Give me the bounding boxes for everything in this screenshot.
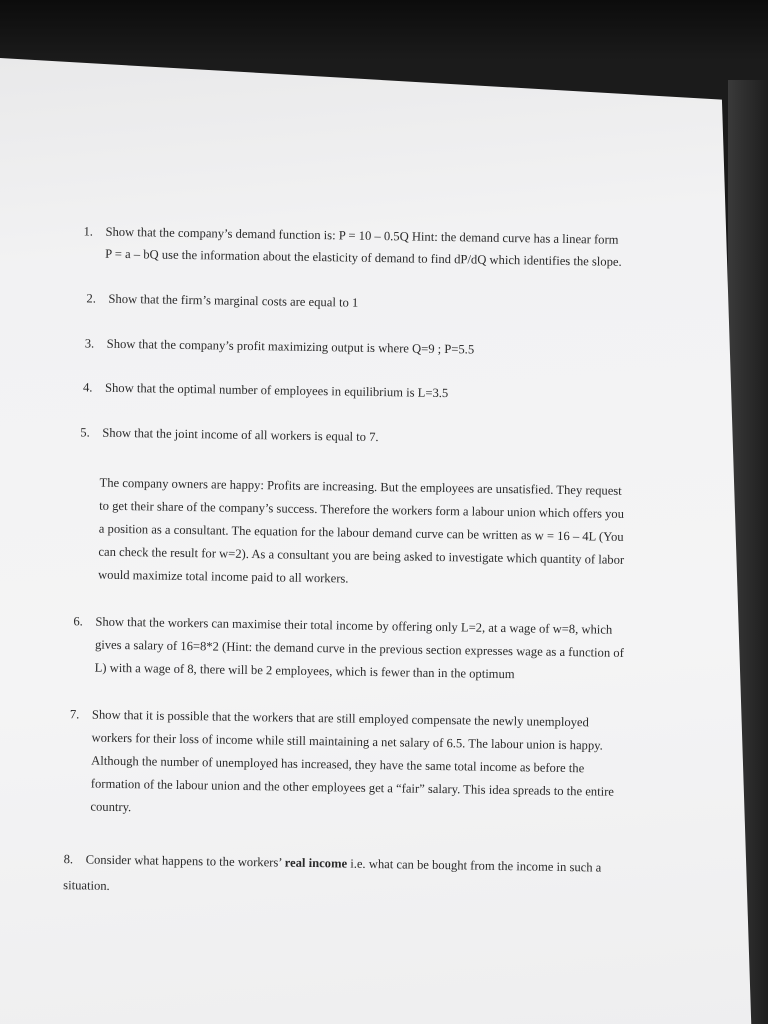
question-number: 4. xyxy=(82,380,93,395)
question-text-line: Show that the company’s profit maximizing output is where Q=9 ; P=5.5 xyxy=(106,336,475,357)
question-text-line: Show that the optimal number of employees in equilibrium is L=3.5 xyxy=(104,380,449,401)
question-6 xyxy=(73,612,674,685)
question-text-segment: i.e. what can be bought from the income in such a xyxy=(347,856,602,875)
question-2 xyxy=(86,289,686,316)
paragraph-line: a position as a consultant. The equation for the labour demand curve can be written as w = 16 – 4L (You xyxy=(98,521,624,544)
paragraph-line: to get their share of the company’s success. Therefore the workers form a labour union which offers you xyxy=(99,498,625,521)
question-text-line: Show that the joint income of all workers is equal to 7. xyxy=(102,425,379,445)
question-text-line: P = a – bQ use the information about the elasticity of demand to find dP/dQ which identifies the slope. xyxy=(105,246,622,269)
question-text-line: Show that the workers can maximise their total income by offering only L=2, at a wage of w=8, which xyxy=(95,614,613,637)
question-number: 5. xyxy=(80,425,90,440)
question-number: 8. xyxy=(63,852,74,867)
paragraph-line: The company owners are happy: Profits are increasing. But the employees are unsatisfied. They request xyxy=(99,475,622,498)
scenario-paragraph xyxy=(98,474,680,593)
question-text-line: Show that it is possible that the workers that are still employed compensate the newly unemployed xyxy=(91,707,589,730)
question-1 xyxy=(83,222,684,275)
question-text-line: situation. xyxy=(63,878,110,893)
question-number: 6. xyxy=(73,614,83,629)
question-text-line: Show that the firm’s marginal costs are equal to 1 xyxy=(108,291,359,310)
question-text-line: country. xyxy=(90,799,132,815)
question-text-line: gives a salary of 16=8*2 (Hint: the demand curve in the previous section expresses wage as a function of xyxy=(94,637,624,660)
question-text-line: L) with a wage of 8, there will be 2 employees, which is fewer than in the optimum xyxy=(94,660,515,682)
paragraph-line: would maximize total income paid to all workers. xyxy=(98,567,349,586)
question-5 xyxy=(80,423,680,450)
question-text-line: workers for their loss of income while still maintaining a net salary of 6.5. The labour union is happy. xyxy=(91,730,603,753)
question-number: 2. xyxy=(86,291,97,306)
question-text-line: Although the number of unemployed has increased, they have the same total income as before the xyxy=(91,753,585,776)
question-number: 1. xyxy=(83,224,94,239)
question-7 xyxy=(68,705,670,824)
question-text-line: Show that the company’s demand function is: P = 10 – 0.5Q Hint: the demand curve has a linear form xyxy=(105,224,619,247)
question-number: 7. xyxy=(69,707,80,722)
question-3 xyxy=(85,334,685,361)
question-text-line xyxy=(86,850,664,877)
question-text-segment: Consider what happens to the workers’ xyxy=(85,852,285,870)
question-number: 3. xyxy=(84,336,95,351)
question-8 xyxy=(63,850,664,903)
paragraph-line: can check the result for w=2). As a consultant you are being asked to investigate which quantity of labor xyxy=(98,544,625,567)
emphasis-real-income: real income xyxy=(284,855,348,871)
question-4 xyxy=(83,378,683,405)
question-text-line: formation of the labour union and the other employees get a “fair” salary. This idea spreads to the entire xyxy=(90,776,615,799)
